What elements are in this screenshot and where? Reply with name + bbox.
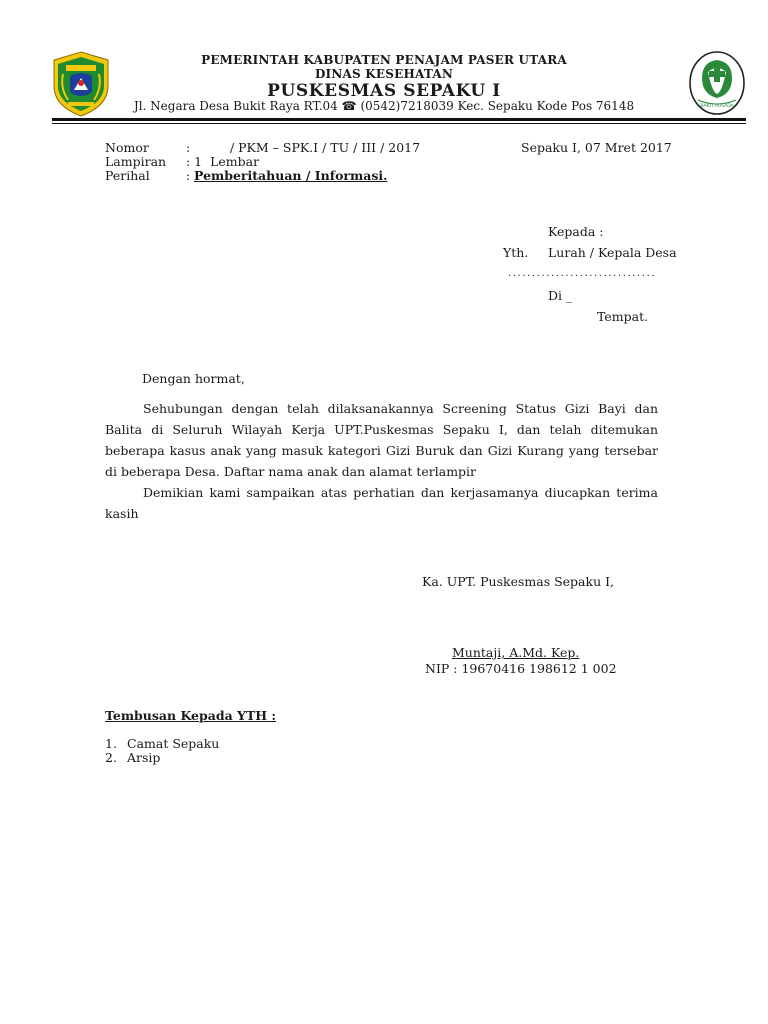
recipient-name: Lurah / Kepala Desa bbox=[548, 245, 677, 260]
perihal-colon: : bbox=[186, 168, 191, 183]
tembusan-item-label: Arsip bbox=[127, 750, 161, 765]
nomor-label: Nomor bbox=[105, 140, 149, 155]
perihal-label: Perihal bbox=[105, 168, 150, 183]
address-street: Jl. Negara Desa Bukit Raya RT.04 bbox=[133, 99, 338, 113]
letterhead-institution: PUSKESMAS SEPAKU I bbox=[267, 81, 501, 101]
tembusan-item-label: Camat Sepaku bbox=[127, 736, 220, 751]
recipient-dots: ............................... bbox=[508, 268, 657, 279]
bakti-husada-caption: BAKTI HUSADA bbox=[700, 104, 734, 109]
perihal-value: Pemberitahuan / Informasi. bbox=[194, 168, 388, 183]
phone-icon: ☎ bbox=[341, 99, 357, 113]
signatory-name: Muntaji, A.Md. Kep. bbox=[452, 645, 580, 660]
address-phone-postcode: (0542)7218039 Kec. Sepaku Kode Pos 76148 bbox=[360, 99, 635, 113]
letterhead-divider-thick bbox=[52, 118, 746, 121]
signature-title: Ka. UPT. Puskesmas Sepaku I, bbox=[422, 574, 615, 589]
nomor-value: : / PKM – SPK.I / TU / III / 2017 bbox=[186, 140, 421, 155]
letterhead-divider-thin bbox=[52, 123, 746, 124]
letter-date: Sepaku I, 07 Mret 2017 bbox=[521, 140, 672, 155]
body-paragraph-1: Sehubungan dengan telah dilaksanakannya Screening Status Gizi Bayi dan Balita di Seluruh Wilayah Kerja UPT.Puskesmas Sepaku I, dan telah ditemukan beberapa kasus anak yang masuk kategori Gizi Buruk dan Gizi Kurang yang tersebar di beberapa Desa. Daftar nama anak dan alamat terlampir bbox=[105, 401, 658, 479]
tembusan-item-num: 2. bbox=[105, 750, 117, 765]
tembusan-item-num: 1. bbox=[105, 736, 117, 751]
letterhead-department: DINAS KESEHATAN bbox=[314, 67, 454, 81]
greeting: Dengan hormat, bbox=[142, 371, 245, 386]
letterhead-address bbox=[0, 99, 768, 113]
recipient-yth: Yth. bbox=[503, 245, 529, 260]
recipient-di: Di _ bbox=[548, 288, 573, 303]
lampiran-label: Lampiran bbox=[105, 154, 167, 169]
recipient-tempat: Tempat. bbox=[597, 309, 649, 324]
tembusan-heading: Tembusan Kepada YTH : bbox=[105, 708, 277, 723]
body-paragraph-2: Demikian kami sampaikan atas perhatian dan kerjasamanya diucapkan terima kasih bbox=[105, 485, 658, 521]
lampiran-value: : 1 Lembar bbox=[186, 154, 260, 169]
letterhead-government: PEMERINTAH KABUPATEN PENAJAM PASER UTARA bbox=[201, 53, 567, 67]
recipient-kepada: Kepada : bbox=[548, 224, 604, 239]
signatory-nip: NIP : 19670416 198612 1 002 bbox=[425, 661, 617, 676]
